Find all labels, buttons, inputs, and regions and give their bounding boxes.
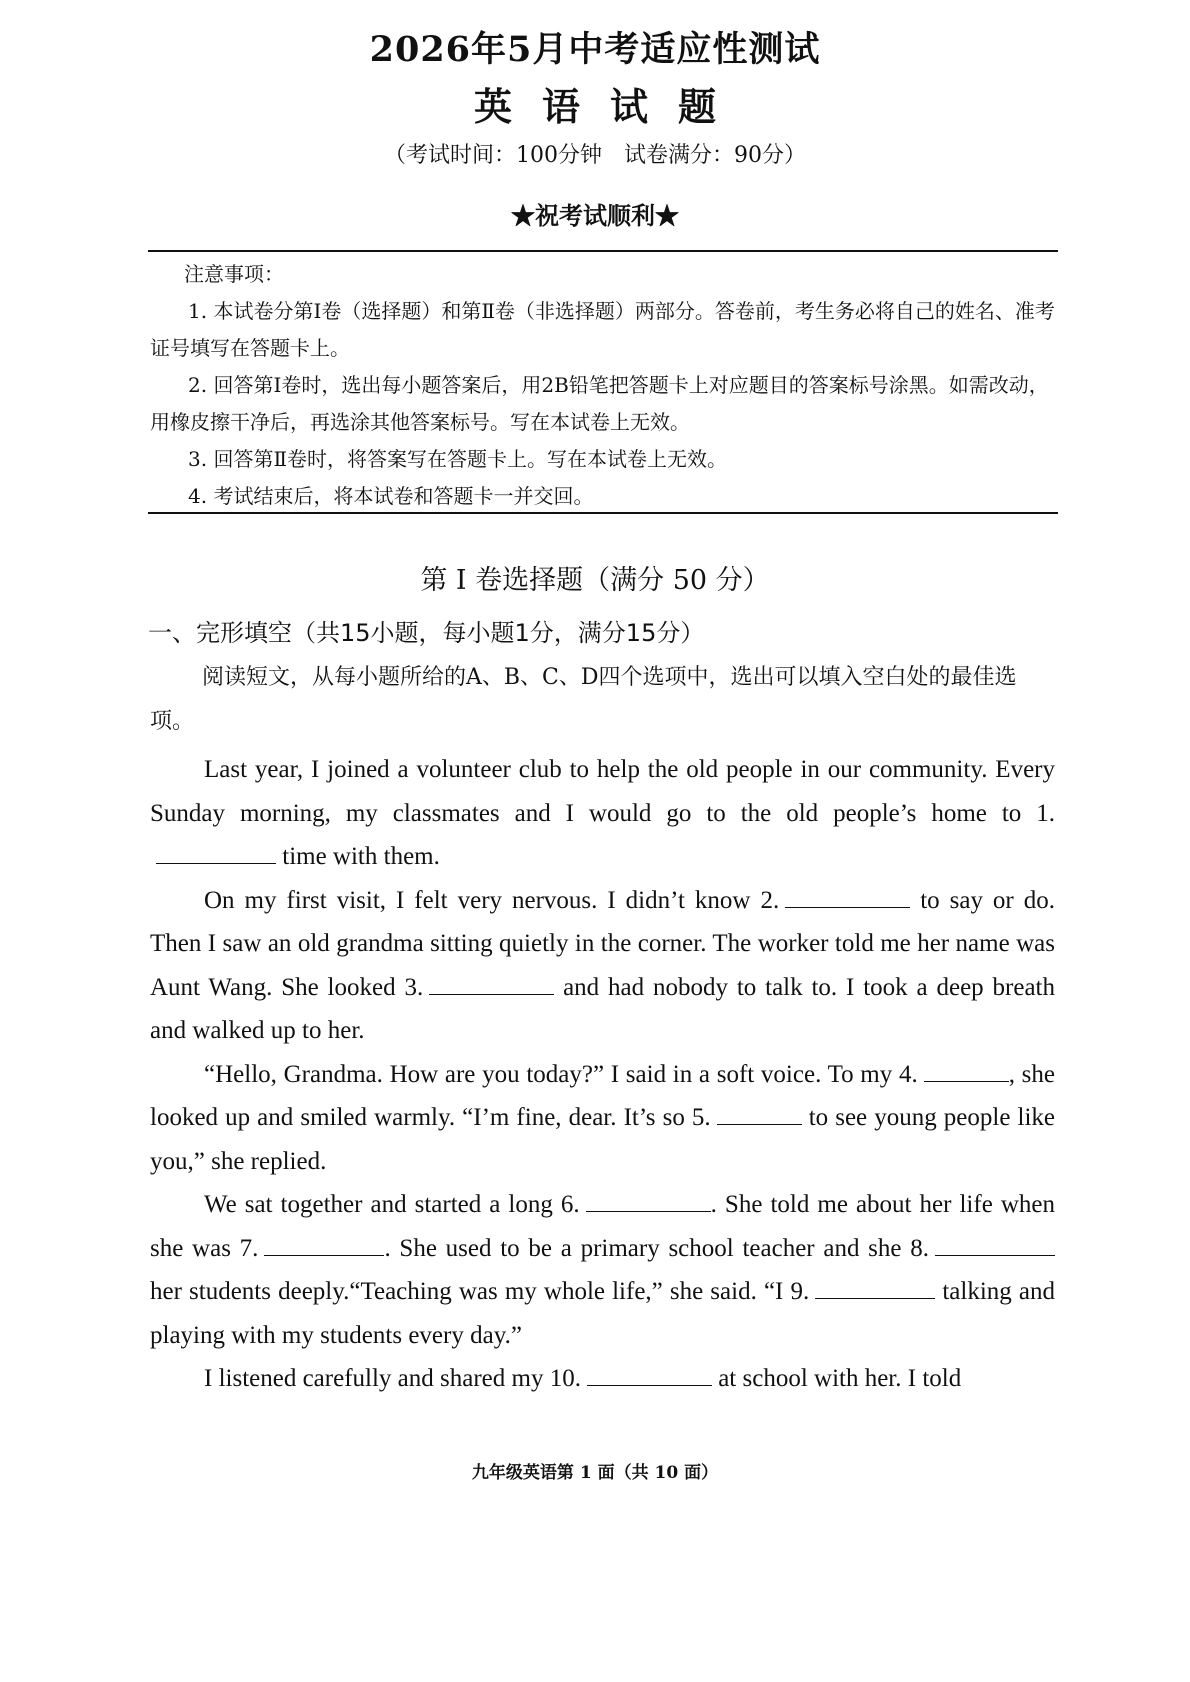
- passage-paragraph-3: [150, 1053, 1055, 1184]
- notes-item-2: 2. 回答第Ⅰ卷时，选出每小题答案后，用2B铅笔把答题卡上对应题目的答案标号涂黑。如需改动，用橡皮擦干净后，再选涂其他答案标号。写在本试卷上无效。: [150, 373, 1049, 434]
- notes-item-4: 4. 考试结束后，将本试卷和答题卡一并交回。: [188, 484, 594, 508]
- passage-text: time with them.: [276, 843, 440, 870]
- passage-paragraph-4: [150, 1183, 1055, 1357]
- passage-text: . She used to be a primary school teacher and she 8.: [384, 1234, 929, 1262]
- exam-title: 2026年5月中考适应性测试: [369, 29, 821, 70]
- passage-text: “Hello, Grandma. How are you today?” I said in a soft voice. To my 4.: [204, 1060, 918, 1088]
- answer-blank-1: [156, 839, 276, 864]
- passage-text: , she looked up and smiled warmly. “I’m fine, dear. It’s so 5.: [150, 1060, 1056, 1131]
- part-directions: 阅读短文，从每小题所给的A、B、C、D四个选项中，选出可以填入空白处的最佳选项。: [150, 665, 1017, 734]
- passage-paragraph-2: [150, 879, 1055, 1053]
- answer-blank-7: [264, 1231, 384, 1256]
- answer-blank-6: [586, 1187, 711, 1212]
- passage-text: and had nobody to talk to. I took a deep breath and walked up to her.: [150, 973, 1055, 1044]
- notes-box: [150, 256, 1055, 515]
- answer-blank-4: [924, 1057, 1009, 1082]
- passage-text: On my first visit, I felt very nervous. I didn’t know 2.: [204, 886, 780, 914]
- notes-item-3: 3. 回答第Ⅱ卷时，将答案写在答题卡上。写在本试卷上无效。: [188, 447, 728, 471]
- passage-text: talking and playing with my students every day.”: [150, 1278, 1055, 1349]
- answer-blank-9: [815, 1274, 935, 1299]
- passage-text: Last year, I joined a volunteer club to help the old people in our community. Every Sunday morning, my classmates and I would go to the old people’s home to 1.: [150, 756, 1055, 827]
- passage-paragraph-1: [150, 748, 1055, 879]
- answer-blank-2: [785, 883, 910, 908]
- notes-top-divider: [148, 250, 1058, 252]
- good-luck-banner: ★祝考试顺利★: [511, 201, 679, 230]
- passage-text: to see young people like you,” she replied.: [150, 1104, 1055, 1175]
- notes-heading: 注意事项：: [184, 262, 284, 286]
- passage-text: at school with her. I told: [711, 1365, 962, 1392]
- answer-blank-5: [717, 1100, 802, 1125]
- answer-blank-10: [587, 1361, 712, 1386]
- notes-item-1: 1. 本试卷分第Ⅰ卷（选择题）和第Ⅱ卷（非选择题）两部分。答卷前，考生务必将自己的姓名、准考证号填写在答题卡上。: [150, 299, 1055, 360]
- notes-bottom-divider: [148, 512, 1058, 514]
- exam-subtitle: 英语试题: [473, 84, 746, 129]
- passage-text: her students deeply.“Teaching was my whole life,” she said. “I 9.: [150, 1278, 810, 1305]
- passage-paragraph-5: [150, 1357, 1055, 1401]
- passage-text: to say or do. Then I saw an old grandma sitting quietly in the corner. The worker told me her name was Aunt Wang. She looked 3.: [150, 886, 1055, 1001]
- answer-blank-3: [429, 970, 554, 995]
- answer-blank-8: [935, 1231, 1055, 1256]
- passage-text: We sat together and started a long 6.: [204, 1191, 580, 1218]
- part-title: 一、完形填空（共15小题，每小题1分，满分15分）: [148, 619, 705, 647]
- passage-text: . She told me about her life when she was 7.: [150, 1191, 1055, 1262]
- cloze-passage: [150, 748, 1055, 1401]
- exam-time-and-score: （考试时间：100分钟 试卷满分：90分）: [384, 143, 806, 168]
- page-footer: 九年级英语第 1 面（共 10 面）: [471, 1463, 719, 1483]
- passage-text: I listened carefully and shared my 10.: [204, 1365, 581, 1392]
- section-title: 第 Ⅰ 卷选择题（满分 50 分）: [420, 565, 770, 596]
